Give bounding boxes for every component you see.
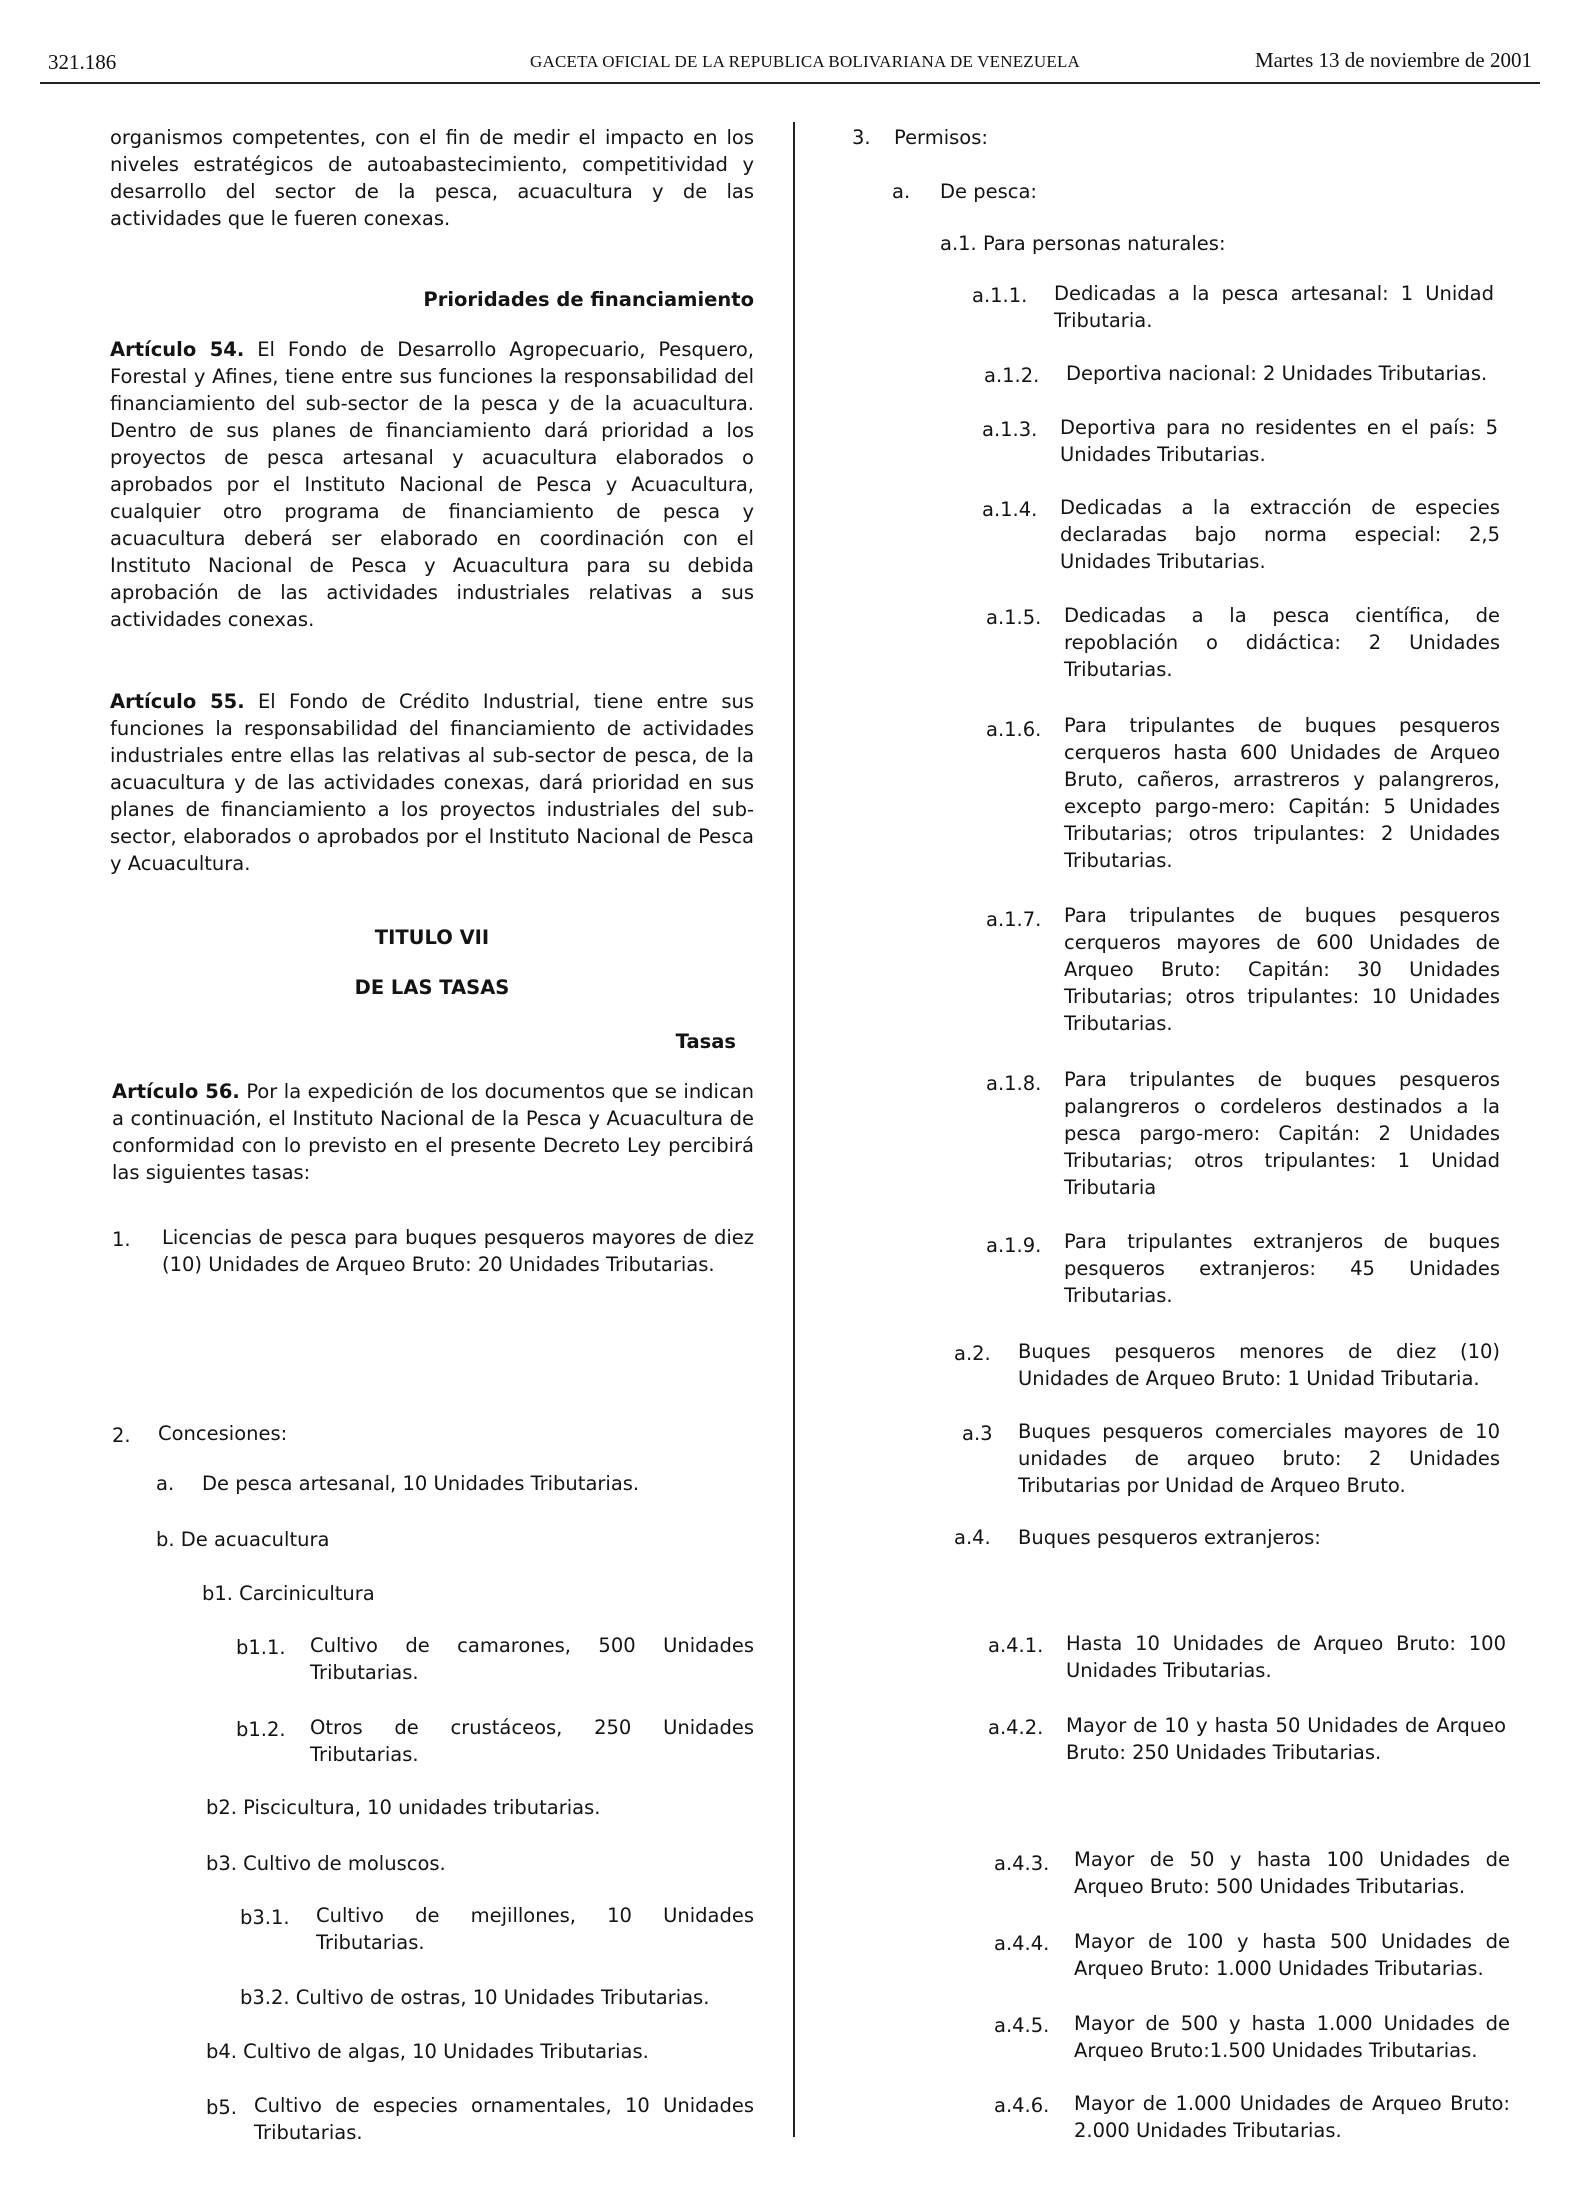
item-b31-text: Cultivo de mejillones, 10 Unidades Tributarias. [316, 1904, 754, 1954]
publication-title: GACETA OFICIAL DE LA REPUBLICA BOLIVARIANA DE VENEZUELA [530, 52, 1081, 71]
item-b3-text: b3. Cultivo de moluscos. [206, 1852, 446, 1875]
item-a15-number: a.1.5. [986, 606, 1042, 629]
item-b11-text: Cultivo de camarones, 500 Unidades Tributarias. [310, 1634, 754, 1684]
article-54-text: El Fondo de Desarrollo Agropecuario, Pesquero, Forestal y Afines, tiene entre sus funciones la responsabilidad del financiamiento del sub-sector de la pesca y de la acuacultura. Dentro de sus planes de financiamiento dará prioridad a los proyectos de pesca artesanal y acuacultura elaborados o aprobados por el Instituto Nacional de Pesca y Acuacultura, cualquier otro programa de financiamiento de pesca y acuacultura deberá ser elaborado en coordinación con el Instituto Nacional de Pesca y Acuacultura para su debida aprobación de las actividades industriales relativas a sus actividades conexas. [110, 338, 754, 631]
item-a16-text: Para tripulantes de buques pesqueros cerqueros hasta 600 Unidades de Arqueo Bruto, cañeros, arrastreros y palangreros, excepto pargo-mero: Capitán: 5 Unidades Tributarias; otros tripulantes: 2 Unidades Tributarias. [1064, 714, 1500, 872]
item-2a-number: a. [156, 1472, 175, 1495]
item-a44-number: a.4.4. [994, 1932, 1050, 1955]
titulo-heading: TITULO VII [374, 926, 490, 949]
item-a11-number: a.1.1. [972, 284, 1028, 307]
item-a11-text: Dedicadas a la pesca artesanal: 1 Unidad Tributaria. [1054, 282, 1494, 332]
item-3-number: 3. [852, 126, 871, 149]
item-b4-text: b4. Cultivo de algas, 10 Unidades Tributarias. [206, 2040, 649, 2063]
heading-prioridades: Prioridades de financiamiento [423, 288, 754, 311]
item-a14-text: Dedicadas a la extracción de especies declaradas bajo norma especial: 2,5 Unidades Tributarias. [1060, 496, 1500, 573]
item-2b-text: b. De acuacultura [156, 1528, 330, 1551]
article-55-text: El Fondo de Crédito Industrial, tiene entre sus funciones la responsabilidad del financiamiento de actividades industriales entre ellas las relativas al sub-sector de pesca, de la acuacultura y de las actividades conexas, dará prioridad en sus planes de financiamiento a los proyectos industriales del sub-sector, elaborados o aprobados por el Instituto Nacional de Pesca y Acuacultura. [110, 690, 755, 875]
item-a42-number: a.4.2. [988, 1716, 1044, 1739]
item-a3-number: a.3 [962, 1422, 993, 1445]
item-a12-number: a.1.2. [984, 364, 1040, 387]
publication-date: Martes 13 de noviembre de 2001 [1254, 48, 1532, 72]
item-a-number: a. [892, 180, 911, 203]
article-54 [110, 336, 754, 633]
item-a46-number: a.4.6. [994, 2094, 1050, 2117]
item-b32-text: b3.2. Cultivo de ostras, 10 Unidades Tributarias. [240, 1986, 710, 2009]
item-b11-number: b1.1. [236, 1636, 286, 1659]
intro-paragraph: organismos competentes, con el fin de medir el impacto en los niveles estratégicos de autoabastecimiento, competitividad y desarrollo del sector de la pesca, acuacultura y de las actividades que le fueren conexas. [110, 126, 754, 230]
item-a2-number: a.2. [954, 1342, 991, 1365]
item-b31-number: b3.1. [240, 1906, 290, 1929]
page-number: 321.186 [48, 50, 117, 74]
item-1-text: Licencias de pesca para buques pesqueros mayores de diez (10) Unidades de Arqueo Bruto: 20 Unidades Tributarias. [162, 1226, 754, 1276]
item-a19-number: a.1.9. [986, 1234, 1042, 1257]
item-a-text: De pesca: [940, 180, 1037, 203]
item-2-number: 2. [112, 1424, 131, 1447]
item-a13-number: a.1.3. [982, 418, 1038, 441]
item-b12-number: b1.2. [236, 1718, 286, 1741]
item-b5-text: Cultivo de especies ornamentales, 10 Unidades Tributarias. [254, 2094, 754, 2144]
item-b1-text: b1. Carcinicultura [202, 1582, 375, 1605]
item-a19-text: Para tripulantes extranjeros de buques pesqueros extranjeros: 45 Unidades Tributarias. [1064, 1230, 1500, 1307]
item-a46-text: Mayor de 1.000 Unidades de Arqueo Bruto: 2.000 Unidades Tributarias. [1074, 2092, 1510, 2142]
item-a41-text: Hasta 10 Unidades de Arqueo Bruto: 100 Unidades Tributarias. [1066, 1632, 1506, 1682]
page-header [40, 44, 1540, 84]
article-56-label: Artículo 56. [112, 1080, 240, 1103]
item-1-number: 1. [112, 1228, 131, 1251]
item-a14-number: a.1.4. [982, 498, 1038, 521]
article-55-label: Artículo 55. [110, 690, 245, 713]
item-a45-number: a.4.5. [994, 2014, 1050, 2037]
item-a44-text: Mayor de 100 y hasta 500 Unidades de Arqueo Bruto: 1.000 Unidades Tributarias. [1074, 1930, 1510, 1980]
item-a4-text: Buques pesqueros extranjeros: [1018, 1526, 1321, 1549]
column-divider [793, 122, 795, 2137]
item-a45-text: Mayor de 500 y hasta 1.000 Unidades de Arqueo Bruto:1.500 Unidades Tributarias. [1074, 2012, 1510, 2062]
item-b12-text: Otros de crustáceos, 250 Unidades Tributarias. [310, 1716, 754, 1766]
item-a13-text: Deportiva para no residentes en el país: 5 Unidades Tributarias. [1060, 416, 1498, 466]
item-3-text: Permisos: [894, 126, 988, 149]
item-2-text: Concesiones: [158, 1422, 288, 1445]
article-56-text: Por la expedición de los documentos que se indican a continuación, el Instituto Nacional de la Pesca y Acuacultura de conformidad con lo previsto en el presente Decreto Ley percibirá las siguientes tasas: [112, 1080, 754, 1184]
article-54-label: Artículo 54. [110, 338, 245, 361]
article-56 [112, 1078, 754, 1186]
item-2a-text: De pesca artesanal, 10 Unidades Tributarias. [202, 1472, 640, 1495]
heading-tasas: Tasas [675, 1030, 736, 1053]
item-a3-text: Buques pesqueros comerciales mayores de 10 unidades de arqueo bruto: 2 Unidades Tributarias por Unidad de Arqueo Bruto. [1018, 1420, 1500, 1497]
item-a41-number: a.4.1. [988, 1634, 1044, 1657]
item-a2-text: Buques pesqueros menores de diez (10) Unidades de Arqueo Bruto: 1 Unidad Tributaria. [1018, 1340, 1500, 1390]
item-a17-text: Para tripulantes de buques pesqueros cerqueros mayores de 600 Unidades de Arqueo Bruto: Capitán: 30 Unidades Tributarias; otros tripulantes: 10 Unidades Tributarias. [1064, 904, 1500, 1035]
item-b2-text: b2. Piscicultura, 10 unidades tributarias. [206, 1796, 601, 1819]
titulo-subheading: DE LAS TASAS [354, 976, 510, 999]
item-a16-number: a.1.6. [986, 718, 1042, 741]
item-a17-number: a.1.7. [986, 908, 1042, 931]
item-b5-number: b5. [206, 2096, 237, 2119]
item-a18-number: a.1.8. [986, 1072, 1042, 1095]
item-a15-text: Dedicadas a la pesca científica, de repoblación o didáctica: 2 Unidades Tributarias. [1064, 604, 1500, 681]
item-a1-text: a.1. Para personas naturales: [940, 232, 1226, 255]
article-55 [110, 688, 754, 877]
item-a43-number: a.4.3. [994, 1852, 1050, 1875]
item-a12-text: Deportiva nacional: 2 Unidades Tributarias. [1066, 362, 1488, 385]
item-a4-number: a.4. [954, 1526, 991, 1549]
item-a18-text: Para tripulantes de buques pesqueros palangreros o cordeleros destinados a la pesca pargo-mero: Capitán: 2 Unidades Tributarias; otros tripulantes: 1 Unidad Tributaria [1064, 1068, 1500, 1199]
item-a42-text: Mayor de 10 y hasta 50 Unidades de Arqueo Bruto: 250 Unidades Tributarias. [1066, 1714, 1506, 1764]
item-a43-text: Mayor de 50 y hasta 100 Unidades de Arqueo Bruto: 500 Unidades Tributarias. [1074, 1848, 1510, 1898]
